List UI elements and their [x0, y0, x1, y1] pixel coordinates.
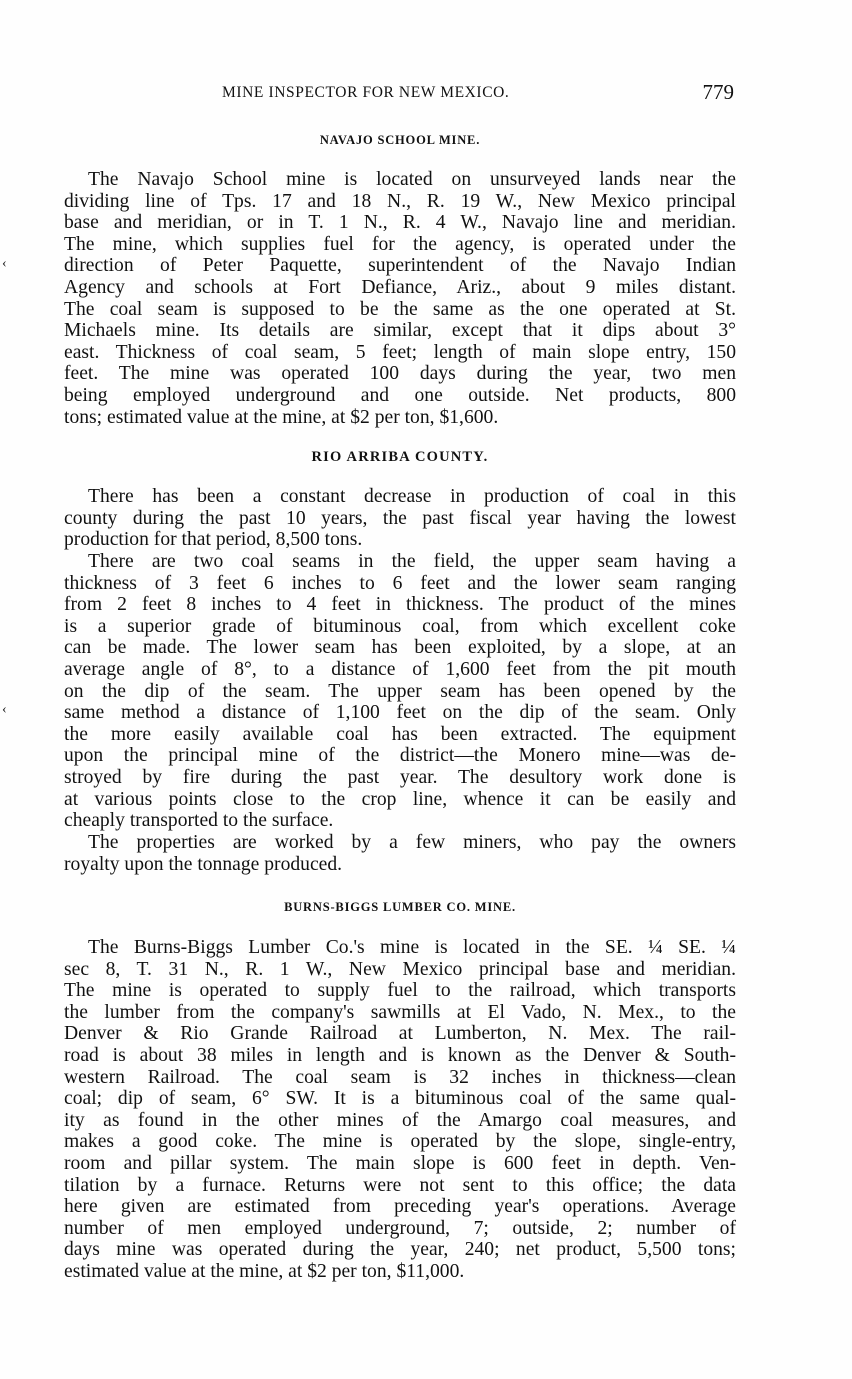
- text-line: being employed underground and one outside. Net products, 800: [64, 384, 736, 406]
- running-title: MINE INSPECTOR FOR NEW MEXICO.: [222, 84, 510, 101]
- text-line: Michaels mine. Its details are similar, except that it dips about 3°: [64, 320, 736, 342]
- text-line: is a superior grade of bituminous coal, from which excellent coke: [64, 615, 736, 637]
- text-line: The Navajo School mine is located on unsurveyed lands near the: [88, 169, 736, 190]
- text-line: cheaply transported to the surface.: [64, 810, 334, 832]
- text-line: western Railroad. The coal seam is 32 inches in thickness—clean: [64, 1066, 736, 1088]
- text-line: ity as found in the other mines of the Amargo coal measures, and: [64, 1109, 736, 1131]
- text-line: coal; dip of seam, 6° SW. It is a bituminous coal of the same qual-: [64, 1088, 736, 1110]
- text-line: dividing line of Tps. 17 and 18 N., R. 19 W., New Mexico principal: [64, 190, 736, 212]
- text-line: thickness of 3 feet 6 inches to 6 feet and the lower seam ranging: [64, 572, 736, 594]
- text-line: sec 8, T. 31 N., R. 1 W., New Mexico principal base and meridian.: [64, 958, 736, 980]
- text-line: tilation by a furnace. Returns were not sent to this office; the data: [64, 1174, 736, 1196]
- section-heading-burns-biggs-mine: BURNS-BIGGS LUMBER CO. MINE.: [284, 900, 516, 914]
- text-line: on the dip of the seam. The upper seam has been opened by the: [64, 680, 736, 702]
- text-line: here given are estimated from preceding year's operations. Average: [64, 1196, 736, 1218]
- text-line: east. Thickness of coal seam, 5 feet; length of main slope entry, 150: [64, 341, 736, 363]
- text-line: tons; estimated value at the mine, at $2 per ton, $1,600.: [64, 406, 499, 428]
- page-number: 779: [702, 80, 734, 104]
- text-line: average angle of 8°, to a distance of 1,600 feet from the pit mouth: [64, 658, 736, 680]
- text-line: The mine is operated to supply fuel to the railroad, which transports: [64, 980, 736, 1002]
- section-heading-rio-arriba-county: RIO ARRIBA COUNTY.: [311, 449, 489, 465]
- paragraph-navajo-school-mine: [64, 169, 736, 428]
- text-line: stroyed by fire during the past year. The desultory work done is: [64, 766, 736, 788]
- text-line: The coal seam is supposed to be the same as the one operated at St.: [64, 298, 736, 320]
- text-line: days mine was operated during the year, 240; net product, 5,500 tons;: [64, 1239, 736, 1261]
- text-line: room and pillar system. The main slope is 600 feet in depth. Ven-: [64, 1152, 736, 1174]
- text-line: county during the past 10 years, the past fiscal year having the lowest: [64, 507, 736, 529]
- paragraph-rio-arriba-production: [64, 486, 736, 551]
- text-line: from 2 feet 8 inches to 4 feet in thickness. The product of the mines: [64, 594, 736, 616]
- text-line: can be made. The lower seam has been exploited, by a slope, at an: [64, 637, 736, 659]
- section-heading-navajo-school-mine: NAVAJO SCHOOL MINE.: [319, 133, 481, 147]
- text-line: base and meridian, or in T. 1 N., R. 4 W., Navajo line and meridian.: [64, 212, 736, 234]
- paragraph-rio-arriba-seams: [64, 551, 736, 832]
- text-line: at various points close to the crop line, whence it can be easily and: [64, 788, 736, 810]
- text-line: feet. The mine was operated 100 days during the year, two men: [64, 363, 736, 385]
- text-line: makes a good coke. The mine is operated by the slope, single-entry,: [64, 1131, 736, 1153]
- scan-margin-mark: ‹: [2, 256, 7, 271]
- text-line: The mine, which supplies fuel for the agency, is operated under the: [64, 233, 736, 255]
- text-line: direction of Peter Paquette, superintendent of the Navajo Indian: [64, 255, 736, 277]
- text-line: Denver & Rio Grande Railroad at Lumberton, N. Mex. The rail-: [64, 1023, 736, 1045]
- paragraph-rio-arriba-properties: [64, 832, 736, 875]
- text-line: the lumber from the company's sawmills at El Vado, N. Mex., to the: [64, 1001, 736, 1023]
- running-header: [64, 80, 736, 108]
- scan-margin-mark: ‹: [2, 702, 7, 717]
- paragraph-burns-biggs-mine: [64, 937, 736, 1283]
- text-line: There are two coal seams in the field, the upper seam having a: [88, 551, 736, 572]
- text-line: road is about 38 miles in length and is known as the Denver & South-: [64, 1044, 736, 1066]
- text-line: There has been a constant decrease in production of coal in this: [88, 486, 736, 507]
- text-line: number of men employed underground, 7; outside, 2; number of: [64, 1217, 736, 1239]
- text-line: production for that period, 8,500 tons.: [64, 529, 363, 551]
- text-line: estimated value at the mine, at $2 per ton, $11,000.: [64, 1260, 465, 1282]
- text-line: the more easily available coal has been extracted. The equipment: [64, 723, 736, 745]
- text-line: upon the principal mine of the district—the Monero mine—was de-: [64, 745, 736, 767]
- text-line: The properties are worked by a few miners, who pay the owners: [88, 832, 736, 853]
- text-line: The Burns-Biggs Lumber Co.'s mine is located in the SE. ¼ SE. ¼: [88, 937, 736, 958]
- text-line: royalty upon the tonnage produced.: [64, 853, 343, 875]
- text-line: Agency and schools at Fort Defiance, Ariz., about 9 miles distant.: [64, 276, 736, 298]
- text-line: same method a distance of 1,100 feet on the dip of the seam. Only: [64, 702, 736, 724]
